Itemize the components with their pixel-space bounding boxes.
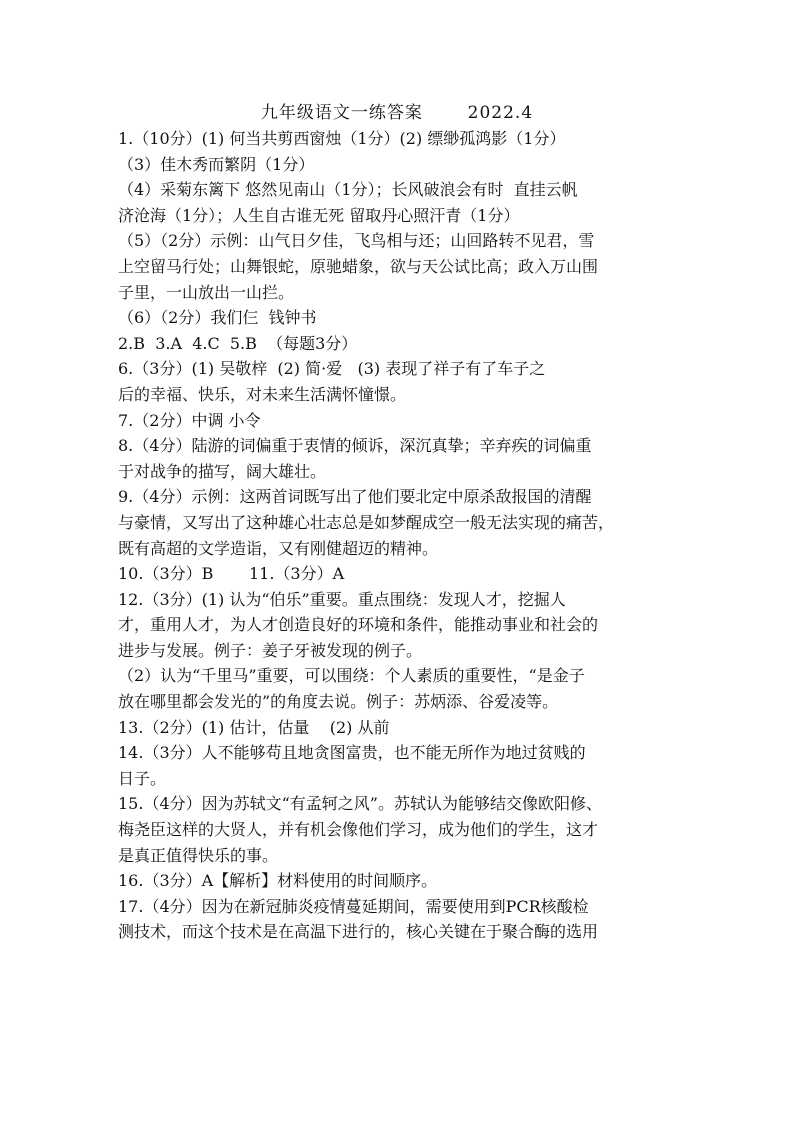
page-title: 九年级语文一练答案 2022.4 — [260, 103, 534, 123]
answer-line: 日子。 — [118, 768, 167, 788]
answer-line: 15.（4分）因为苏轼文“有孟轲之风”。苏轼认为能够结交像欧阳修、 — [118, 794, 602, 814]
answer-line: 子里，一山放出一山拦。 — [118, 282, 295, 302]
answer-line: 12.（3分）(1) 认为“伯乐”重要。重点围绕：发现人才，挖掘人 — [118, 589, 566, 609]
answer-line: 7.（2分）中调 小令 — [118, 410, 261, 430]
answer-line: （3）佳木秀而繁阴（1分） — [118, 154, 315, 174]
answer-line: 测技术，而这个技术是在高温下进行的，核心关键在于聚合酶的选用 — [118, 922, 599, 942]
answer-line: 10.（3分）B 11.（3分）A — [118, 564, 345, 584]
answer-line: 13.（2分）(1) 估计，估量 (2) 从前 — [118, 717, 390, 737]
answer-line: 才，重用人才，为人才创造良好的环境和条件，能推动事业和社会的 — [118, 615, 599, 635]
answer-line: （4）采菊东篱下 悠然见南山（1分）；长风破浪会有时 直挂云帆 — [118, 180, 578, 200]
answer-line: 于对战争的描写，阔大雄壮。 — [118, 461, 327, 481]
answer-line: 进步与发展。例子：姜子牙被发现的例子。 — [118, 640, 423, 660]
answer-line: 16.（3分）A【解析】材料使用的时间顺序。 — [118, 871, 438, 891]
answer-line: 上空留马行处；山舞银蛇，原驰蜡象，欲与天公试比高；政入万山围 — [118, 256, 599, 276]
answer-line: 后的幸福、快乐，对未来生活满怀憧憬。 — [118, 384, 407, 404]
answer-line: 8.（4分）陆游的词偏重于衷情的倾诉，深沉真挚；辛弃疾的词偏重 — [118, 436, 592, 456]
answer-line: （5）（2分）示例：山气日夕佳，飞鸟相与还；山回路转不见君，雪 — [118, 231, 595, 251]
answer-line: 6.（3分）(1) 吴敬梓 (2) 简·爱 (3) 表现了祥子有了车子之 — [118, 359, 546, 379]
answer-line: 济沧海（1分）；人生自古谁无死 留取丹心照汗青（1分） — [118, 205, 520, 225]
answer-body — [118, 126, 683, 945]
answer-line: 17.（4分）因为在新冠肺炎疫情蔓延期间，需要使用到PCR核酸检 — [118, 896, 589, 916]
answer-line: 与豪情，又写出了这种雄心壮志总是如梦醒成空一般无法实现的痛苦， — [118, 512, 615, 532]
answer-line: 2.B 3.A 4.C 5.B （每题3分） — [118, 333, 358, 353]
answer-line: 是真正值得快乐的事。 — [118, 845, 279, 865]
answer-line: 1.（10分）(1) 何当共剪西窗烛（1分）(2) 缥缈孤鸿影（1分） — [118, 129, 566, 148]
answer-line: （6）（2分）我们仨 钱钟书 — [118, 308, 317, 328]
answer-line: 既有高超的文学造诣，又有刚健超迈的精神。 — [118, 538, 439, 558]
answer-line: 9.（4分）示例：这两首词既写出了他们要北定中原杀敌报国的清醒 — [118, 487, 592, 507]
answer-line: 放在哪里都会发光的”的角度去说。例子：苏炳添、谷爱凌等。 — [118, 692, 559, 712]
answer-line: （2）认为“千里马”重要，可以围绕：个人素质的重要性，“是金子 — [118, 666, 585, 686]
answer-line: 14.（3分）人不能够苟且地贪图富贵，也不能无所作为地过贫贱的 — [118, 743, 586, 763]
answer-line: 梅尧臣这样的大贤人，并有机会像他们学习，成为他们的学生，这才 — [118, 820, 599, 840]
